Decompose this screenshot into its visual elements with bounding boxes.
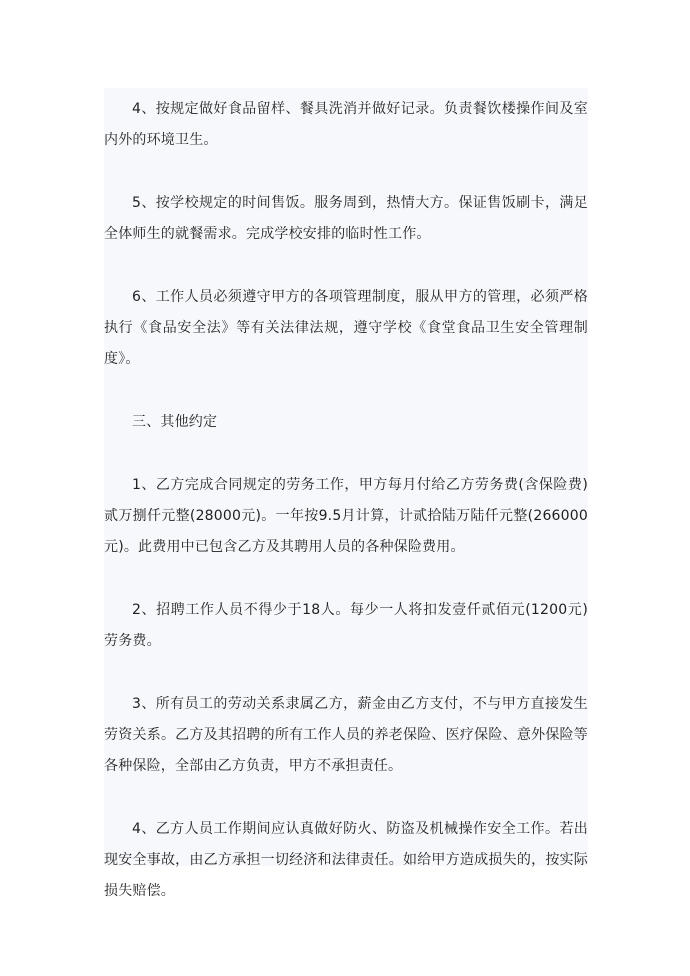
- term-3-labor-relations: 3、所有员工的劳动关系隶属乙方，薪金由乙方支付，不与甲方直接发生劳资关系。乙方及其招聘的所有工作人员的养老保险、医疗保险、意外保险等各种保险，全部由乙方负责，甲方不承担责任。: [104, 696, 588, 774]
- section-heading-other-terms: 三、其他约定: [132, 414, 218, 430]
- clause-6-staff-rules: 6、工作人员必须遵守甲方的各项管理制度，服从甲方的管理，必须严格执行《食品安全法》等有关法律法规，遵守学校《食堂食品卫生安全管理制度》。: [104, 289, 588, 367]
- term-2-staff-count: 2、招聘工作人员不得少于18人。每少一人将扣发壹仟贰佰元(1200元)劳务费。: [104, 602, 588, 649]
- clause-5-meal-service: 5、按学校规定的时间售饭。服务周到，热情大方。保证售饭刷卡，满足全体师生的就餐需求。完成学校安排的临时性工作。: [104, 195, 588, 242]
- term-4-safety: 4、乙方人员工作期间应认真做好防火、防盗及机械操作安全工作。若出现安全事故，由乙方承担一切经济和法律责任。如给甲方造成损失的，按实际损失赔偿。: [104, 821, 588, 899]
- document-body: [104, 88, 588, 899]
- clause-4-food-sampling: 4、按规定做好食品留样、餐具洗消并做好记录。负责餐饮楼操作间及室内外的环境卫生。: [104, 101, 588, 148]
- term-1-labor-fee: 1、乙方完成合同规定的劳务工作，甲方每月付给乙方劳务费(含保险费)贰万捌仟元整(28000元)。一年按9.5月计算，计贰拾陆万陆仟元整(266000元)。此费用中已包含乙方及其聘用人员的各种保险费用。: [104, 477, 588, 555]
